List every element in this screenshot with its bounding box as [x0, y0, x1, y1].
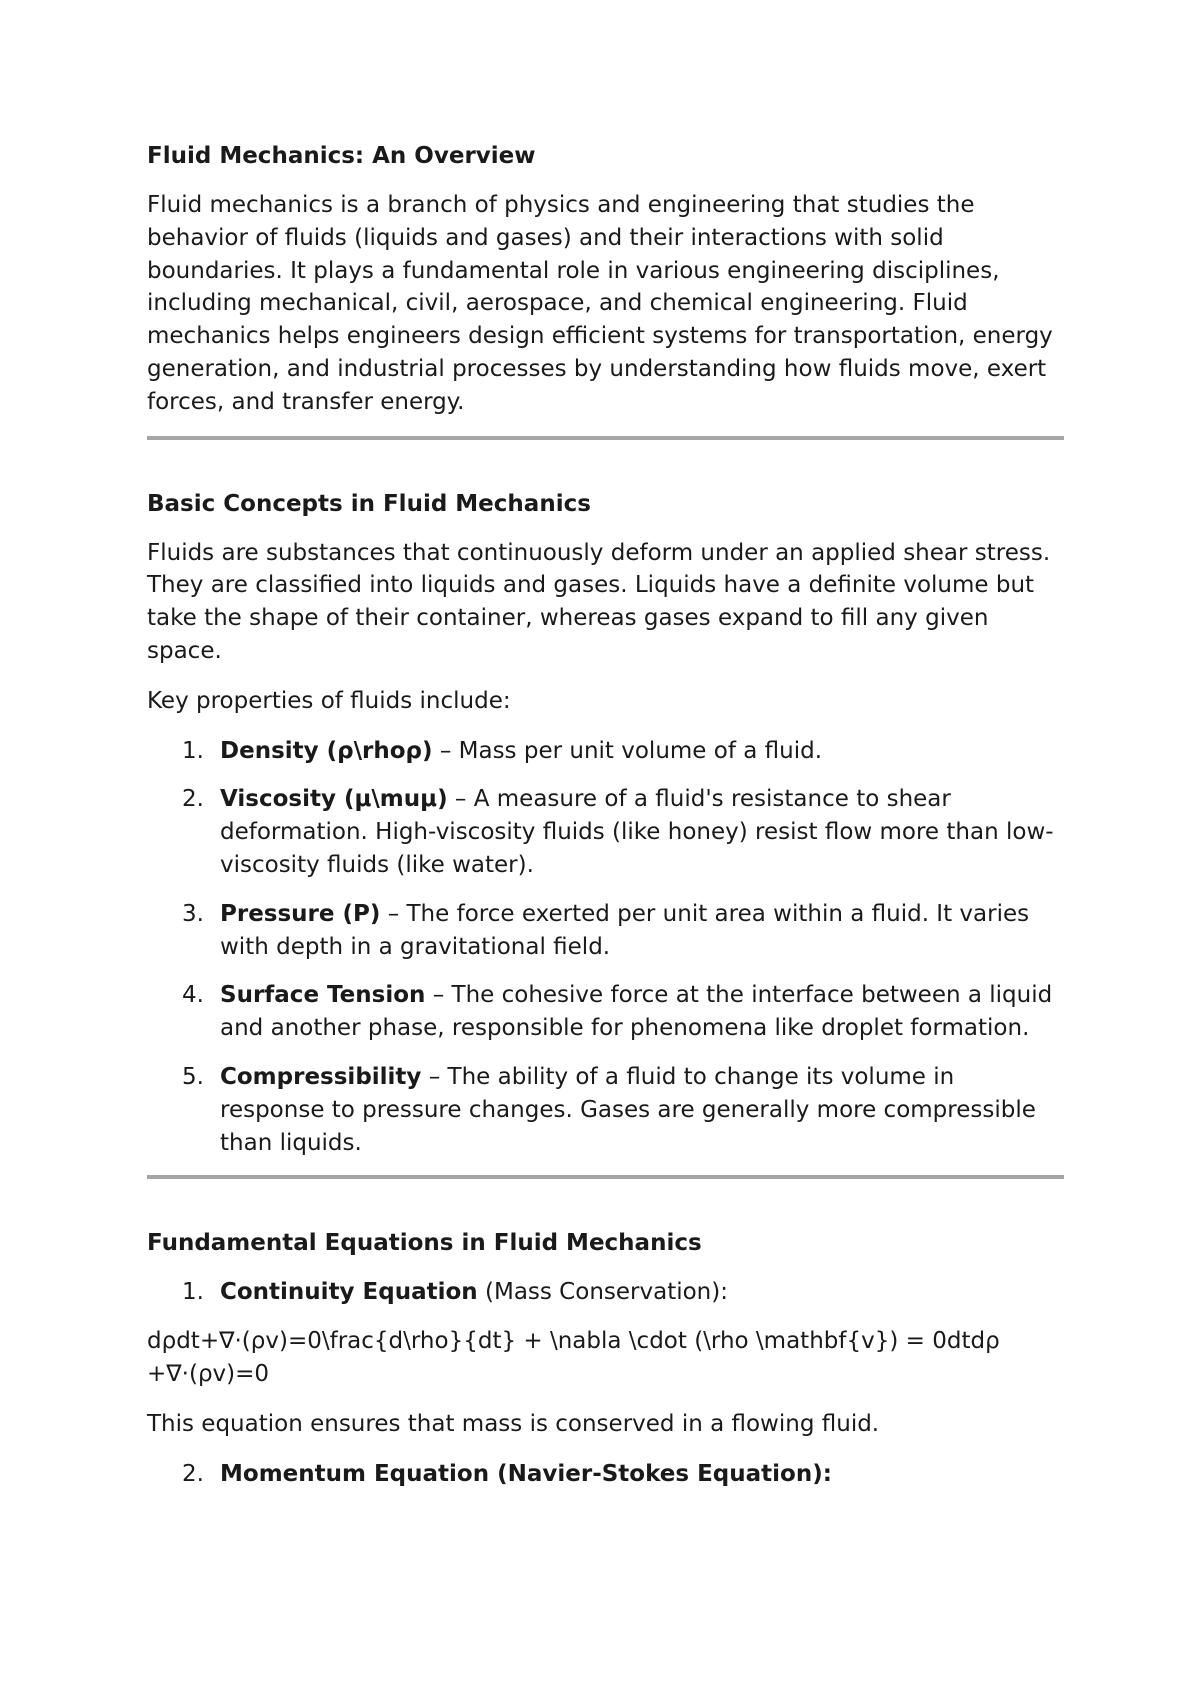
section-paragraph: Fluid mechanics is a branch of physics and engineering that studies the behavior of fluids (liquids and gases) and their interactions with solid boundaries. It plays a fundamental role in various engineering disciplines, including mechanical, civil, aerospace, and chemical engineering. Fluid mechanics helps engineers design efficient systems for transportation, energy generation, and industrial processes by understanding how fluids move, exert forces, and transfer energy.	[147, 192, 1053, 415]
list-term: Viscosity (μ\muμ)	[220, 786, 448, 813]
list-term: Momentum Equation (Navier-Stokes Equation):	[220, 1460, 832, 1487]
list-item	[147, 735, 1064, 768]
list-item	[147, 1061, 1064, 1159]
section-title: Fluid Mechanics: An Overview	[147, 143, 536, 169]
list-number: 5.	[182, 1063, 204, 1090]
list-item	[147, 979, 1064, 1045]
section-basic-concepts	[147, 488, 1064, 1160]
list-number: 1.	[182, 737, 204, 764]
list-item	[147, 1276, 1064, 1309]
list-term: Pressure (P)	[220, 900, 381, 927]
list-item	[147, 1458, 1064, 1491]
list-term: Compressibility	[220, 1063, 422, 1090]
equations-list-continued	[147, 1458, 1064, 1491]
section-title: Basic Concepts in Fluid Mechanics	[147, 490, 591, 517]
list-number: 1.	[182, 1279, 204, 1306]
list-text: – The cohesive force at the interface between a liquid and another phase, responsible for phenomena like droplet formation.	[220, 982, 1053, 1042]
section-title: Fundamental Equations in Fluid Mechanics	[147, 1230, 702, 1257]
section-divider	[147, 1175, 1064, 1179]
list-term: Surface Tension	[220, 982, 426, 1009]
equation-explanation: This equation ensures that mass is conserved in a flowing fluid.	[147, 1410, 880, 1437]
list-item	[147, 898, 1064, 964]
continuity-equation: dρdt+∇⋅(ρv)=0\frac{d\rho}{dt} + \nabla \cdot (\rho \mathbf{v}) = 0dtdρ​+∇⋅(ρv)=0	[147, 1328, 1000, 1387]
list-item	[147, 783, 1064, 881]
list-text: – A measure of a fluid's resistance to shear deformation. High-viscosity fluids (like honey) resist flow more than low-viscosity fluids (like water).	[220, 786, 1054, 878]
list-text: – Mass per unit volume of a fluid.	[432, 737, 823, 764]
list-term: Continuity Equation	[220, 1279, 478, 1306]
section-divider	[147, 436, 1064, 440]
equations-list	[147, 1276, 1064, 1309]
list-number: 2.	[182, 786, 204, 813]
document-page	[147, 140, 1064, 1506]
section-overview	[147, 140, 1064, 419]
list-text: – The ability of a fluid to change its volume in response to pressure changes. Gases are generally more compressible than liquids.	[220, 1063, 1036, 1156]
list-text: – The force exerted per unit area within a fluid. It varies with depth in a gravitational field.	[220, 900, 1030, 960]
list-number: 3.	[182, 900, 204, 927]
properties-list	[147, 735, 1064, 1160]
list-term: Density (ρ\rhoρ)	[220, 737, 433, 764]
section-paragraph: Fluids are substances that continuously deform under an applied shear stress. They are classified into liquids and gases. Liquids have a definite volume but take the shape of their container, whereas gases expand to fill any given space.	[147, 539, 1051, 664]
list-number: 4.	[182, 982, 204, 1009]
list-text: (Mass Conservation):	[477, 1279, 728, 1306]
section-fundamental-equations	[147, 1227, 1064, 1490]
list-intro: Key properties of fluids include:	[147, 687, 511, 714]
list-number: 2.	[182, 1460, 204, 1487]
